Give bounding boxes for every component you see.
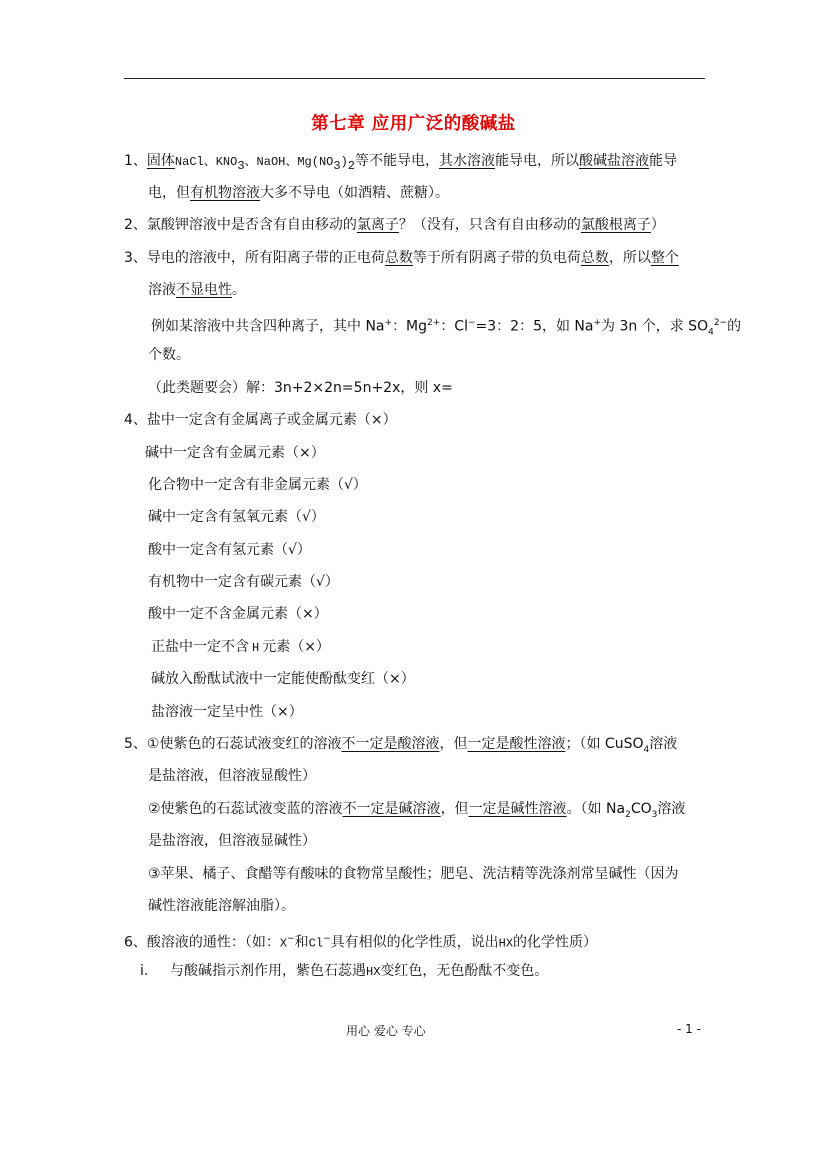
text: 等于所有阴离子带的负电荷 bbox=[412, 250, 581, 266]
formula: Cl bbox=[308, 936, 324, 951]
underlined-term: 不一定是碱溶液 bbox=[342, 801, 441, 817]
superscript: 2+ bbox=[427, 318, 441, 328]
text: 等不能导电， bbox=[354, 153, 439, 169]
text: 溶液 bbox=[148, 282, 176, 298]
text: ①使紫色的石蕊试液变红的溶液 bbox=[146, 736, 342, 752]
text: 大多不导电（如酒精、蔗糖）。 bbox=[260, 185, 449, 201]
subscript: 4 bbox=[708, 327, 714, 338]
text: ？（没有，只含有自由移动的 bbox=[398, 217, 581, 233]
subscript: 3 bbox=[333, 158, 341, 173]
item-number: 1、 bbox=[124, 153, 147, 169]
text: =3：2：5，如 Na bbox=[475, 318, 594, 335]
formula: HX bbox=[498, 936, 514, 951]
text: ：Mg bbox=[392, 318, 428, 335]
formula: 、NaOH、Mg(NO bbox=[244, 155, 334, 169]
item-number: 6、 bbox=[124, 934, 147, 951]
page-footer bbox=[0, 1022, 827, 1042]
text: 正盐中一定不含 bbox=[151, 639, 249, 655]
text: ，但 bbox=[439, 736, 468, 752]
paragraph-5-line-5: ③苹果、橘子、食醋等有酸味的食物常呈酸性；肥皂、洗洁精等洗涤剂常呈碱性（因为 bbox=[148, 866, 679, 882]
paragraph-3-line-1 bbox=[124, 248, 679, 268]
text: 。 bbox=[232, 282, 246, 298]
judgement-line: 酸中一定含有氢元素（√） bbox=[148, 542, 311, 558]
subscript: 4 bbox=[643, 744, 650, 755]
text: ） bbox=[650, 217, 665, 233]
underlined-term: 整个 bbox=[650, 250, 679, 266]
underlined-term: 氯离子 bbox=[356, 217, 399, 233]
underlined-term: 氯酸根离子 bbox=[580, 217, 651, 233]
example-line-2: 个数。 bbox=[148, 347, 190, 363]
text: 酸溶液的通性：（如： bbox=[146, 934, 280, 951]
superscript: − bbox=[287, 934, 295, 944]
underlined-term: 一定是碱性溶液 bbox=[468, 801, 567, 817]
underlined-term: 总数 bbox=[580, 250, 609, 266]
text: CO bbox=[630, 801, 652, 817]
text: 例如某溶液中共含四种离子，其中 Na bbox=[151, 318, 385, 335]
paragraph-3-line-2 bbox=[148, 280, 246, 300]
sub-item-number: i. bbox=[140, 963, 149, 979]
subscript: 3 bbox=[651, 809, 658, 820]
underlined-term: 其水溶液 bbox=[438, 153, 495, 169]
text: ：Cl bbox=[440, 318, 468, 335]
paragraph-5-line-4: 是盐溶液，但溶液显碱性） bbox=[148, 833, 316, 849]
chapter-title: 第七章 应用广泛的酸碱盐 bbox=[311, 114, 516, 134]
text: 溶液 bbox=[657, 801, 686, 817]
example-line-1 bbox=[151, 313, 741, 342]
text: 和 bbox=[294, 934, 309, 951]
underlined-term: 固体 bbox=[146, 153, 175, 169]
superscript: − bbox=[467, 318, 476, 328]
header-rule bbox=[124, 78, 705, 79]
judgement-line: 碱放入酚酞试液中一定能使酚酞变红（×） bbox=[151, 671, 415, 687]
superscript: − bbox=[323, 934, 331, 944]
formula: NaCl、KNO bbox=[174, 155, 238, 169]
subscript: 2 bbox=[347, 158, 355, 173]
text: 盐中一定含有金属离子或金属元素（×） bbox=[146, 412, 397, 428]
footer-motto: 用心 爱心 专心 bbox=[346, 1024, 426, 1038]
underlined-term: 酸碱盐溶液 bbox=[578, 153, 649, 169]
text: 导电的溶液中，所有阳离子带的正电荷 bbox=[146, 250, 385, 266]
text: 变红色，无色酚酞不变色。 bbox=[380, 963, 549, 979]
example-solution: （此类题要会）解：3n+2×2n=5n+2x，则 x= bbox=[148, 380, 453, 396]
text: 能导电，所以 bbox=[494, 153, 579, 169]
paragraph-6-item-i bbox=[140, 961, 548, 982]
text: 与酸碱指示剂作用，紫色石蕊遇 bbox=[170, 963, 366, 979]
text: 氯酸钾溶液中是否含有自由移动的 bbox=[146, 217, 357, 233]
text: ②使紫色的石蕊试液变蓝的溶液 bbox=[148, 801, 343, 817]
formula: H bbox=[252, 641, 260, 655]
text: ，所以 bbox=[608, 250, 651, 266]
text: 溶液 bbox=[649, 736, 678, 752]
formula: HX bbox=[366, 965, 381, 979]
judgement-line: 碱中一定含有氢氧元素（√） bbox=[148, 509, 325, 525]
superscript: 2− bbox=[713, 318, 728, 328]
judgement-line bbox=[151, 637, 330, 658]
text: 能导 bbox=[648, 153, 677, 169]
judgement-line: 盐溶液一定呈中性（×） bbox=[151, 704, 303, 720]
paragraph-6-line-1 bbox=[124, 929, 597, 954]
paragraph-5-line-1 bbox=[124, 734, 677, 760]
text: 的化学性质） bbox=[513, 934, 598, 951]
paragraph-1-line-2 bbox=[148, 183, 449, 203]
paragraph-5-line-2: 是盐溶液，但溶液显酸性） bbox=[148, 768, 316, 784]
item-number: 5、 bbox=[124, 736, 147, 752]
paragraph-4-line-1 bbox=[124, 410, 397, 430]
text: 电，但 bbox=[148, 185, 190, 201]
item-number: 3、 bbox=[124, 250, 147, 266]
formula: ) bbox=[340, 155, 348, 169]
judgement-line: 化合物中一定含有非金属元素（√） bbox=[148, 477, 367, 493]
underlined-term: 有机物溶液 bbox=[190, 185, 260, 201]
paragraph-5-line-3 bbox=[148, 799, 685, 825]
superscript: + bbox=[384, 318, 393, 328]
paragraph-1-line-1 bbox=[124, 151, 677, 176]
text: ，但 bbox=[440, 801, 469, 817]
text: 为 3n 个，求 SO bbox=[601, 318, 709, 335]
text: 。（如 Na bbox=[566, 801, 626, 817]
page-number: - 1 - bbox=[677, 1022, 701, 1036]
underlined-term: 总数 bbox=[384, 250, 413, 266]
judgement-line: 有机物中一定含有碳元素（√） bbox=[148, 574, 339, 590]
underlined-term: 不一定是酸溶液 bbox=[341, 736, 440, 752]
paragraph-2 bbox=[124, 215, 665, 235]
formula: X bbox=[279, 936, 288, 951]
text: ；（如 CuSO bbox=[565, 736, 644, 752]
text: 具有相似的化学性质，说出 bbox=[330, 934, 499, 951]
judgement-line: 碱中一定含有金属元素（×） bbox=[145, 445, 325, 461]
underlined-term: 不显电性 bbox=[176, 282, 232, 298]
underlined-term: 一定是酸性溶液 bbox=[467, 736, 566, 752]
subscript: 2 bbox=[625, 809, 631, 820]
paragraph-5-line-6: 碱性溶液能溶解油脂）。 bbox=[148, 898, 295, 914]
judgement-line: 酸中一定不含金属元素（×） bbox=[148, 606, 328, 622]
superscript: + bbox=[593, 318, 602, 328]
text: 的 bbox=[727, 318, 742, 335]
subscript: 3 bbox=[237, 158, 245, 173]
item-number: 2、 bbox=[124, 217, 147, 233]
item-number: 4、 bbox=[124, 412, 147, 428]
text: 元素（×） bbox=[262, 639, 330, 655]
